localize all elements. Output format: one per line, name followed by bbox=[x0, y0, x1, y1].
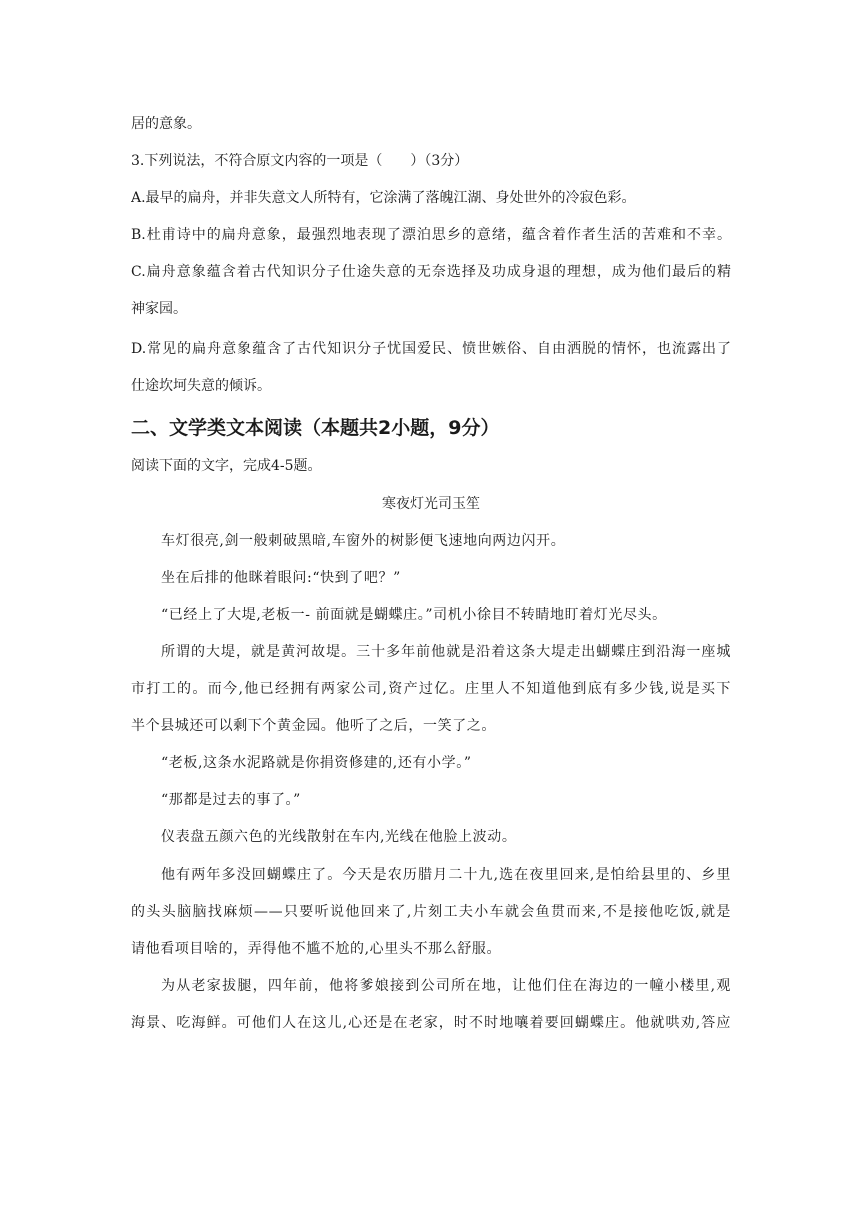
option-c-line-1: C.扁舟意象蕴含着古代知识分子仕途失意的无奈选择及功成身退的理想，成为他们最后的精 bbox=[131, 264, 731, 280]
story-paragraph-line: 请他看项目啥的，弄得他不尴不尬的,心里头不那么舒服。 bbox=[131, 941, 502, 957]
story-paragraph-line: 他有两年多没回蝴蝶庄了。今天是农历腊月二十九,选在夜里回来,是怕给县里的、乡里 bbox=[161, 867, 731, 883]
option-c-line-2: 神家园。 bbox=[131, 301, 187, 317]
question-3: 3.下列说法，不符合原文内容的一项是（ ）（3分） bbox=[131, 153, 469, 169]
option-b: B.杜甫诗中的扁舟意象，最强烈地表现了漂泊思乡的意绪，蕴含着作者生活的苦难和不幸。 bbox=[131, 227, 731, 243]
option-d-line-2: 仕途坎坷失意的倾诉。 bbox=[131, 378, 271, 394]
story-paragraph-line: “老板,这条水泥路就是你捐资修建的,还有小学。” bbox=[161, 755, 472, 771]
story-paragraph-line: 为从老家拔腿，四年前，他将爹娘接到公司所在地，让他们住在海边的一幢小楼里,观 bbox=[161, 978, 731, 994]
story-paragraph-line: 仪表盘五颜六色的光线散射在车内,光线在他脸上波动。 bbox=[161, 829, 517, 845]
story-paragraph-line: 坐在后排的他眯着眼问:“快到了吧？” bbox=[161, 570, 401, 586]
option-a: A.最早的扁舟，并非失意文人所特有，它涂满了落魄江湖、身处世外的冷寂色彩。 bbox=[131, 190, 636, 206]
story-paragraph-line: “那都是过去的事了。” bbox=[161, 792, 301, 808]
story-paragraph-line: 所谓的大堤，就是黄河故堤。三十多年前他就是沿着这条大堤走出蝴蝶庄到沿海一座城 bbox=[161, 644, 731, 660]
story-paragraph-line: 海景、吃海鲜。可他们人在这儿,心还是在老家，时不时地嚷着要回蝴蝶庄。他就哄劝,答应 bbox=[131, 1015, 731, 1031]
paragraph-tail: 居的意象。 bbox=[131, 116, 201, 132]
story-paragraph-line: “已经上了大堤,老板一- 前面就是蝴蝶庄。”司机小徐目不转睛地盯着灯光尽头。 bbox=[161, 607, 667, 623]
story-paragraph-line: 市打工的。而今,他已经拥有两家公司,资产过亿。庄里人不知道他到底有多少钱,说是买下 bbox=[131, 681, 731, 697]
story-paragraph-line: 半个县城还可以剩下个黄金园。他听了之后，一笑了之。 bbox=[131, 718, 496, 734]
story-paragraph-line: 车灯很亮,剑一般刺破黑暗,车窗外的树影便飞速地向两边闪开。 bbox=[161, 533, 566, 549]
story-title: 寒夜灯光司玉笙 bbox=[382, 496, 480, 512]
option-d-line-1: D.常见的扁舟意象蕴含了古代知识分子忧国爱民、愤世嫉俗、自由洒脱的情怀，也流露出了 bbox=[131, 341, 731, 357]
reading-instruction: 阅读下面的文字，完成4-5题。 bbox=[131, 458, 322, 474]
story-paragraph-line: 的头头脑脑找麻烦——只要听说他回来了,片刻工夫小车就会鱼贯而来,不是接他吃饭,就是 bbox=[131, 904, 731, 920]
section-heading: 二、文学类文本阅读（本题共2小题，9分） bbox=[131, 417, 500, 439]
